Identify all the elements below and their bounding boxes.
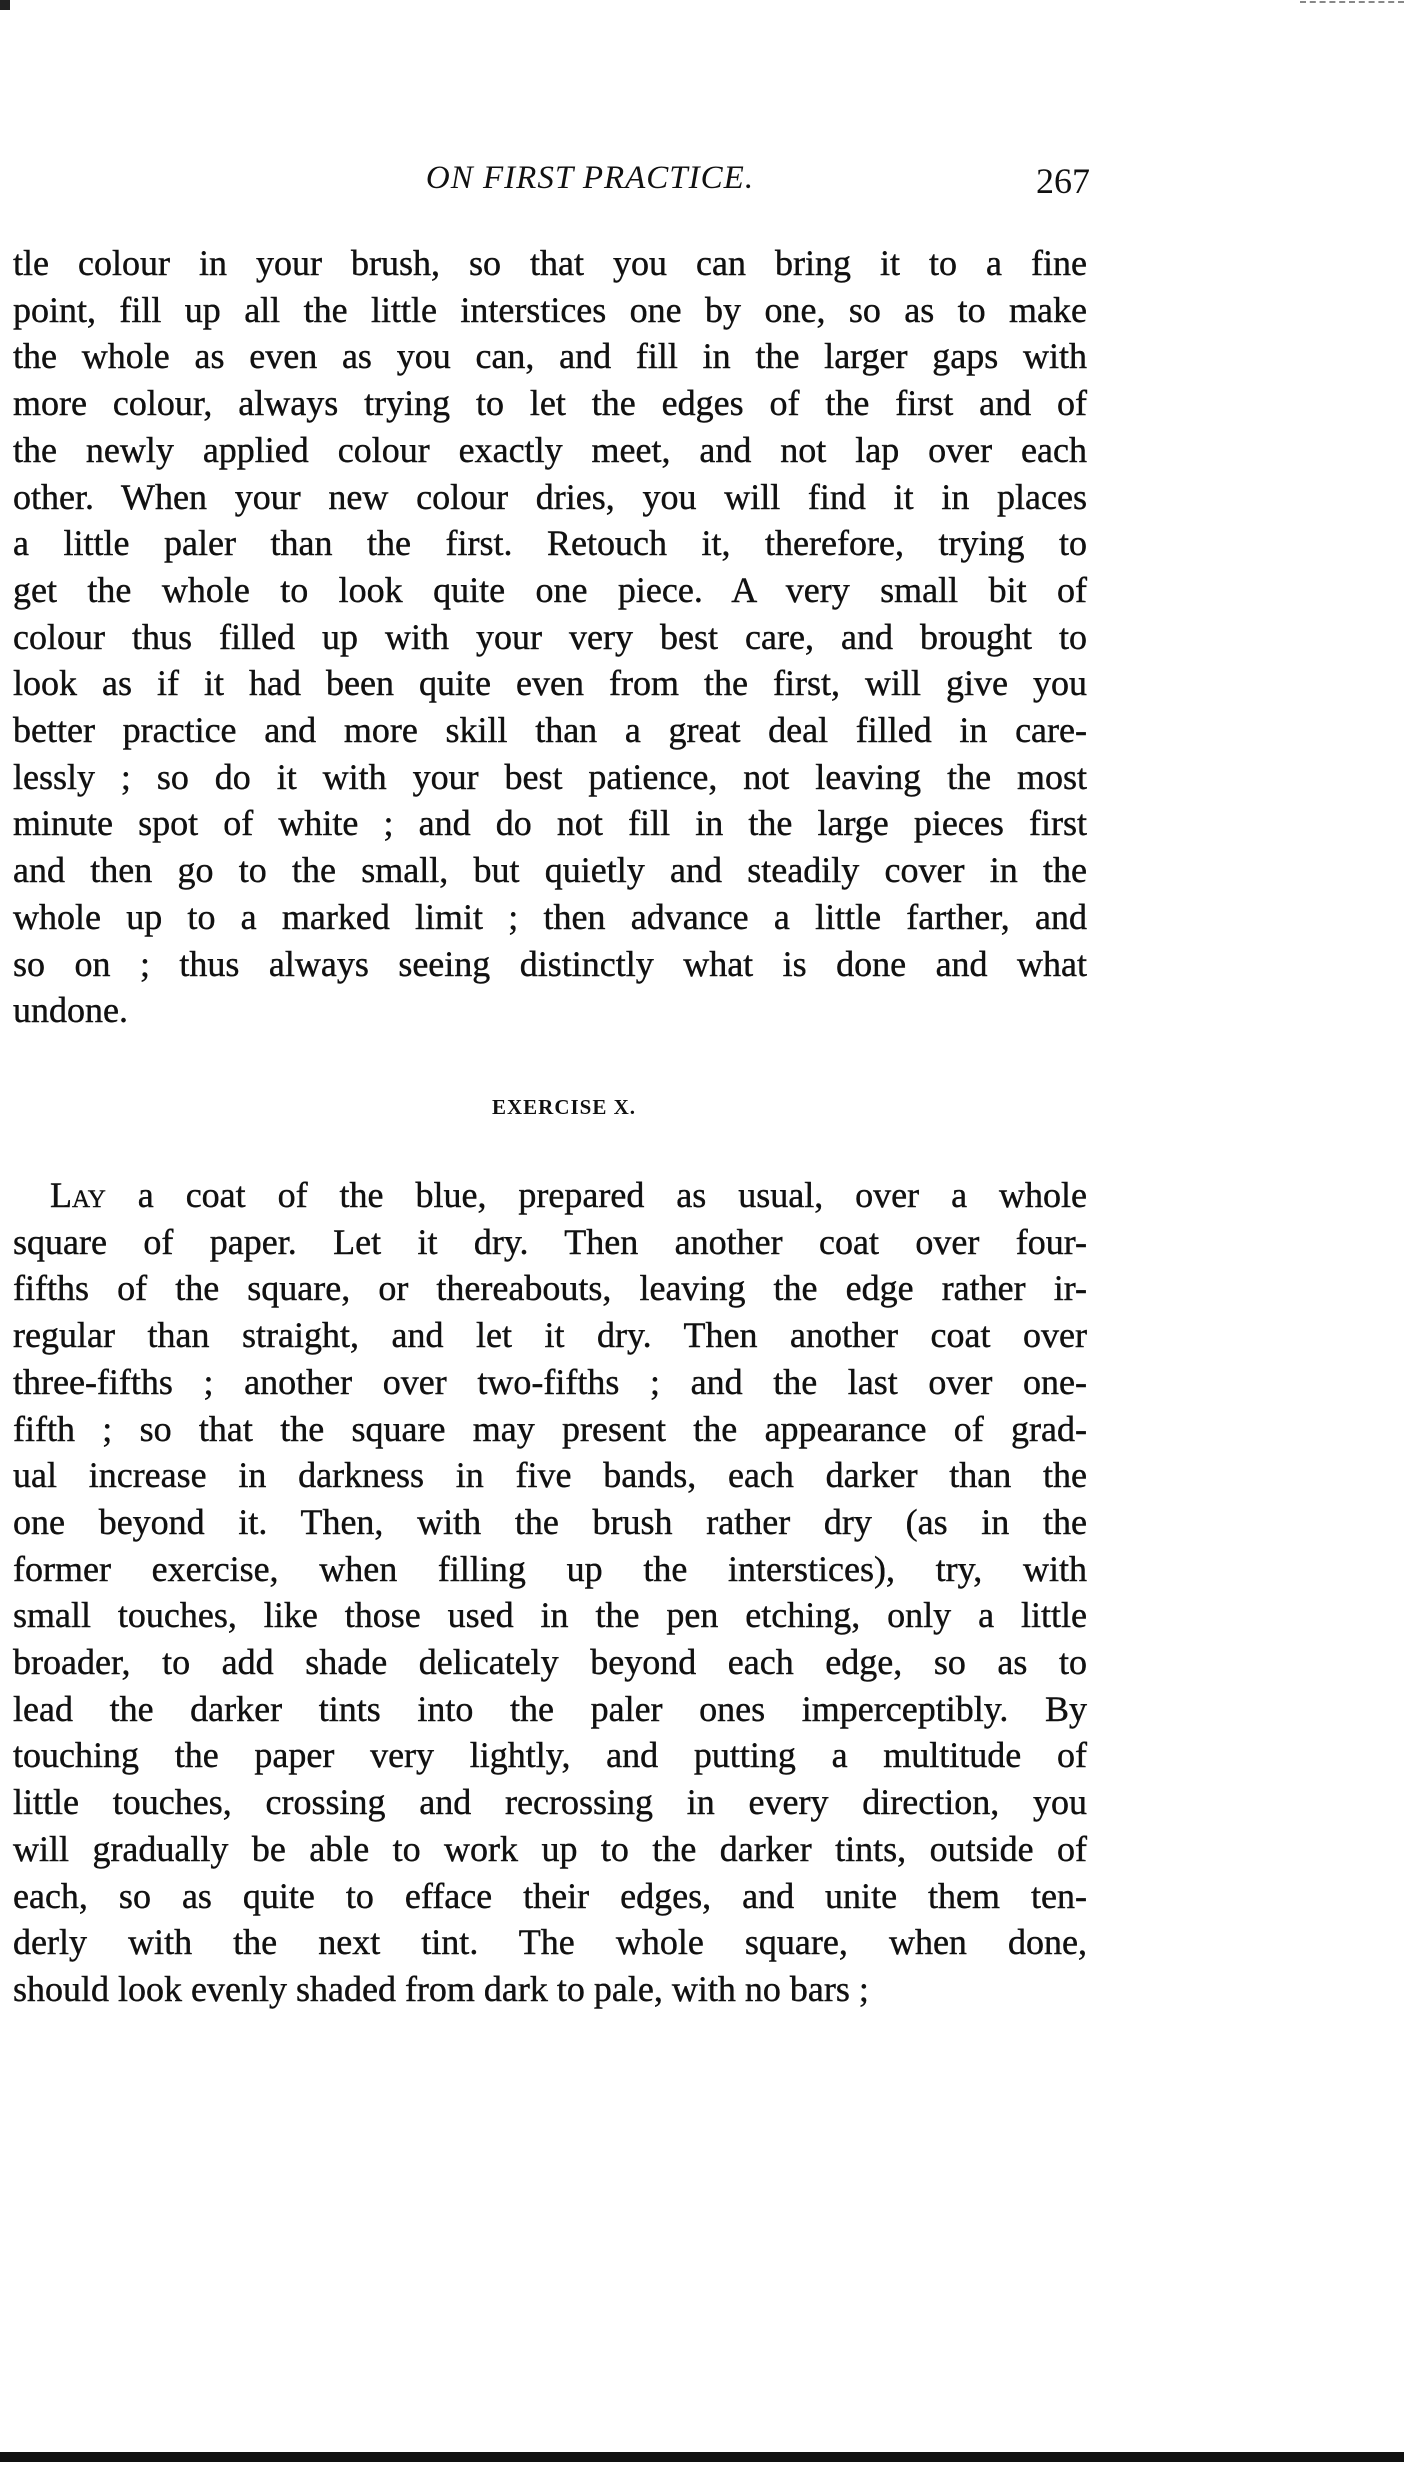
text-line: the newly applied colour exactly meet, and not lap over each [13,429,1087,470]
text-line: little touches, crossing and recrossing in every direction, you [13,1782,1087,1823]
text-line: better practice and more skill than a great deal filled in care- [13,710,1087,750]
text-line: fifth ; so that the square may present the appearance of grad- [13,1408,1087,1449]
running-title: ON FIRST PRACTICE. [425,160,755,196]
text-line: a little paler than the first. Retouch it, therefore, trying to [13,523,1087,564]
text-line: lead the darker tints into the paler ones imperceptibly. By [13,1688,1087,1729]
scan-edge-mark [0,0,10,10]
text-line: touching the paper very lightly, and putting a multitude of [13,1735,1087,1776]
text-line: look as if it had been quite even from the first, will give you [13,663,1087,704]
text-line: undone. [13,990,128,1031]
lead-word: Lay [50,1175,106,1215]
text-line: each, so as quite to efface their edges, and unite them ten- [13,1875,1087,1916]
text-line: square of paper. Let it dry. Then another coat over four- [13,1221,1087,1262]
text-line: the whole as even as you can, and fill in the larger gaps with [13,336,1087,377]
page-number: 267 [1036,161,1090,201]
text-line: minute spot of white ; and do not fill in the large pieces first [13,803,1087,844]
text-line: one beyond it. Then, with the brush rather dry (as in the [13,1501,1087,1542]
text-line: more colour, always trying to let the edges of the first and of [13,383,1087,424]
text-line: former exercise, when filling up the interstices), try, with [13,1548,1087,1589]
scan-bottom-edge [0,2452,1404,2462]
text-line: whole up to a marked limit ; then advance a little farther, and [13,896,1087,937]
text-line: derly with the next tint. The whole square, when done, [13,1922,1087,1963]
text-line: fifths of the square, or thereabouts, leaving the edge rather ir- [13,1268,1087,1309]
text-line: will gradually be able to work up to the darker tints, outside of [13,1828,1087,1869]
text-line: colour thus filled up with your very best care, and brought to [13,616,1087,657]
scan-edge-dash [1300,1,1404,3]
text-line: broader, to add shade delicately beyond each edge, so as to [13,1642,1087,1682]
text-line: point, fill up all the little interstices one by one, so as to make [13,289,1087,330]
text-line: other. When your new colour dries, you will find it in places [13,476,1087,517]
text-line [50,1172,1087,1218]
text-line: should look evenly shaded from dark to pale, with no bars ; [13,1968,869,2009]
line-text: a coat of the blue, prepared as usual, over a whole [137,1175,1087,1215]
page-header [0,160,1404,200]
section-heading: EXERCISE X. [491,1095,637,1119]
text-line: ual increase in darkness in five bands, each darker than the [13,1455,1087,1496]
text-line: lessly ; so do it with your best patience, not leaving the most [13,756,1087,797]
text-line: and then go to the small, but quietly and steadily cover in the [13,850,1087,891]
text-line: get the whole to look quite one piece. A very small bit of [13,569,1087,610]
text-line: tle colour in your brush, so that you can bring it to a fine [13,243,1087,283]
text-line: so on ; thus always seeing distinctly what is done and what [13,943,1087,984]
text-line: small touches, like those used in the pen etching, only a little [13,1595,1087,1636]
text-line: three-fifths ; another over two-fifths ; and the last over one- [13,1361,1087,1402]
text-line: regular than straight, and let it dry. Then another coat over [13,1315,1087,1356]
